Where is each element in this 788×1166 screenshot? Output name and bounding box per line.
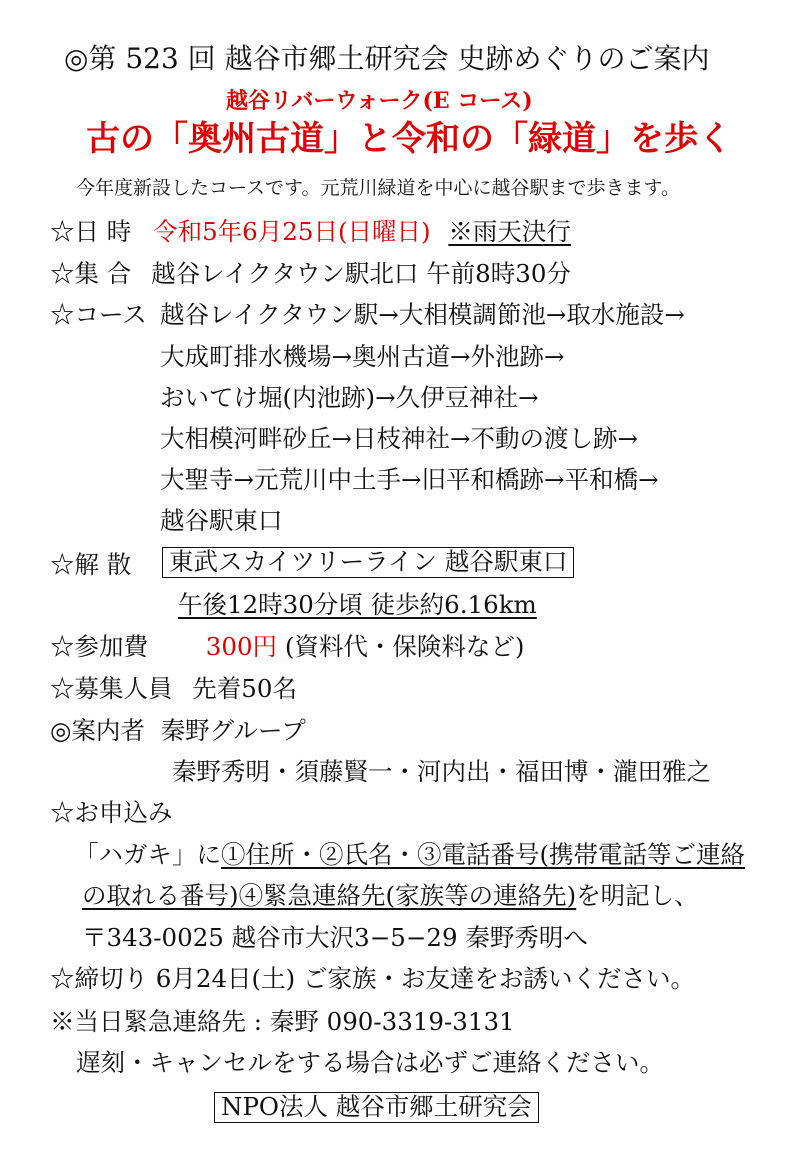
application-label: ☆お申込み — [50, 798, 173, 827]
course-line: おいてけ堀(内池跡)→久伊豆神社→ — [160, 383, 539, 412]
notice-headline: 古の「奥州古道」と令和の「緑道」を歩く — [86, 119, 732, 159]
meeting-label: ☆集 合 — [50, 259, 132, 288]
course-line: 越谷レイクタウン駅→大相模調節池→取水施設→ — [160, 300, 685, 329]
application-text: (携帯電話等ご連絡 — [539, 840, 746, 869]
guide-label: ◎案内者 — [50, 716, 145, 745]
fee-row — [50, 632, 525, 661]
application-address: 〒343-0025 越谷市大沢3−5−29 秦野秀明へ — [82, 923, 588, 952]
course-label: ☆コース — [50, 300, 147, 329]
dismissal-time: 午後12時30分頃 徒歩約6.16km — [178, 590, 537, 619]
application-line-1 — [74, 840, 746, 869]
notice-intro: 今年度新設したコースです。元荒川緑道を中心に越谷駅まで歩きます。 — [76, 177, 681, 199]
deadline-row: ☆締切り 6月24日(土) ご家族・お友達をお誘いください。 — [50, 964, 695, 993]
fee-label: ☆参加費 — [50, 632, 148, 661]
application-text: 「ハガキ」に — [74, 840, 221, 869]
guide-members: 秦野秀明・須藤賢一・河内出・福田博・瀧田雅之 — [172, 757, 711, 786]
meeting-row — [50, 259, 571, 288]
application-required-fields: ①住所・②氏名・③電話番号 — [221, 840, 540, 869]
course-line: 大相模河畔砂丘→日枝神社→不動の渡し跡→ — [160, 424, 639, 453]
emergency-contact: ※当日緊急連絡先 : 秦野 090-3319-3131 — [50, 1007, 515, 1036]
dismissal-label: ☆解 散 — [50, 550, 132, 579]
date-value: 令和5年6月25日(日曜日) — [153, 217, 431, 246]
capacity-row — [50, 674, 297, 703]
dismissal-value: 東武スカイツリーライン 越谷駅東口 — [162, 547, 574, 578]
course-line: 大成町排水機場→奥州古道→外池跡→ — [160, 342, 565, 371]
capacity-label: ☆募集人員 — [50, 674, 173, 703]
guide-group: 秦野グループ — [160, 716, 306, 745]
organization-name: NPO法人 越谷市郷土研究会 — [214, 1092, 539, 1123]
notice-subtitle: 越谷リバーウォーク(E コース) — [226, 88, 533, 114]
guide-row — [50, 716, 306, 745]
application-line-2 — [82, 881, 699, 910]
meeting-value: 越谷レイクタウン駅北口 午前8時30分 — [151, 259, 571, 288]
date-label: ☆日 時 — [50, 217, 132, 246]
date-note: ※雨天決行 — [448, 217, 571, 246]
application-emergency-field: ④緊急連絡先(家族等の連絡先) — [238, 881, 577, 910]
emergency-note: 遅刻・キャンセルをする場合は必ずご連絡ください。 — [76, 1048, 664, 1077]
application-text: を明記し、 — [576, 881, 699, 910]
fee-note: (資料代・保険料など) — [284, 632, 525, 661]
application-text: の取れる番号) — [82, 881, 239, 910]
course-line: 越谷駅東口 — [160, 506, 283, 535]
course-line: 大聖寺→元荒川中土手→旧平和橋跡→平和橋→ — [160, 465, 659, 494]
date-row — [50, 217, 571, 246]
fee-amount: 300円 — [205, 632, 278, 661]
capacity-value: 先着50名 — [192, 674, 297, 703]
notice-title: ◎第 523 回 越谷市郷土研究会 史跡めぐりのご案内 — [64, 42, 710, 75]
